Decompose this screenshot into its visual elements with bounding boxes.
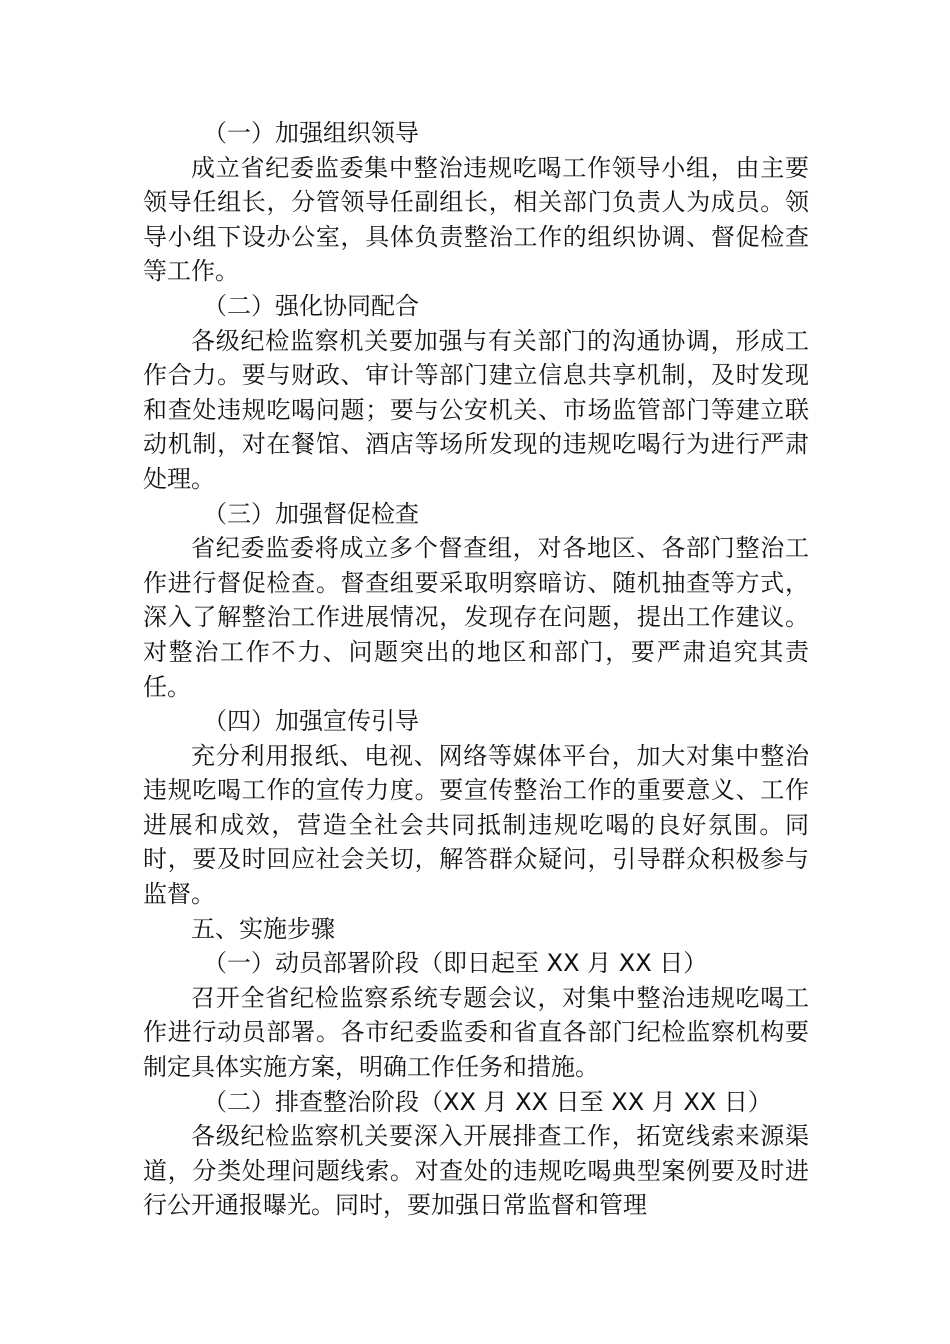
- paragraph-publicity: 充分利用报纸、电视、网络等媒体平台，加大对集中整治违规吃喝工作的宣传力度。要宣传整治工作的重要意义、工作进展和成效，营造全社会共同抵制违规吃喝的良好氛围。同时，要及时回应社会关切，解答群众疑问，引导群众积极参与监督。: [143, 741, 809, 909]
- paragraph-leading-group: 成立省纪委监委集中整治违规吃喝工作领导小组，由主要领导任组长，分管领导任副组长，相关部门负责人为成员。领导小组下设办公室，具体负责整治工作的组织协调、督促检查等工作。: [143, 153, 809, 286]
- document-body: [143, 116, 809, 1223]
- subheading-supervision: （三）加强督促检查: [203, 499, 419, 528]
- subheading-coordination: （二）强化协同配合: [203, 291, 419, 320]
- subheading-mobilization-phase: （一）动员部署阶段（即日起至 XX 月 XX 日）: [203, 949, 708, 978]
- section-heading-implementation-steps: 五、实施步骤: [191, 914, 335, 943]
- subheading-organization-leadership: （一）加强组织领导: [203, 119, 419, 147]
- paragraph-supervision: 省纪委监委将成立多个督查组，对各地区、各部门整治工作进行督促检查。督查组要采取明察暗访、随机抽查等方式，深入了解整治工作进展情况，发现存在问题，提出工作建议。对整治工作不力、问题突出的地区和部门，要严肃追究其责任。: [143, 534, 809, 701]
- subheading-publicity: （四）加强宣传引导: [203, 707, 419, 736]
- subheading-investigation-phase: （二）排查整治阶段（XX 月 XX 日至 XX 月 XX 日）: [203, 1087, 772, 1116]
- paragraph-investigation: 各级纪检监察机关要深入开展排查工作，拓宽线索来源渠道，分类处理问题线索。对查处的违规吃喝典型案例要及时进行公开通报曝光。同时，要加强日常监督和管理: [143, 1122, 809, 1220]
- paragraph-mobilization: 召开全省纪检监察系统专题会议，对集中整治违规吃喝工作进行动员部署。各市纪委监委和省直各部门纪检监察机构要制定具体实施方案，明确工作任务和措施。: [143, 983, 809, 1082]
- paragraph-coordination: 各级纪检监察机关要加强与有关部门的沟通协调，形成工作合力。要与财政、审计等部门建立信息共享机制，及时发现和查处违规吃喝问题；要与公安机关、市场监管部门等建立联动机制，对在餐馆、酒店等场所发现的违规吃喝行为进行严肃处理。: [143, 326, 809, 493]
